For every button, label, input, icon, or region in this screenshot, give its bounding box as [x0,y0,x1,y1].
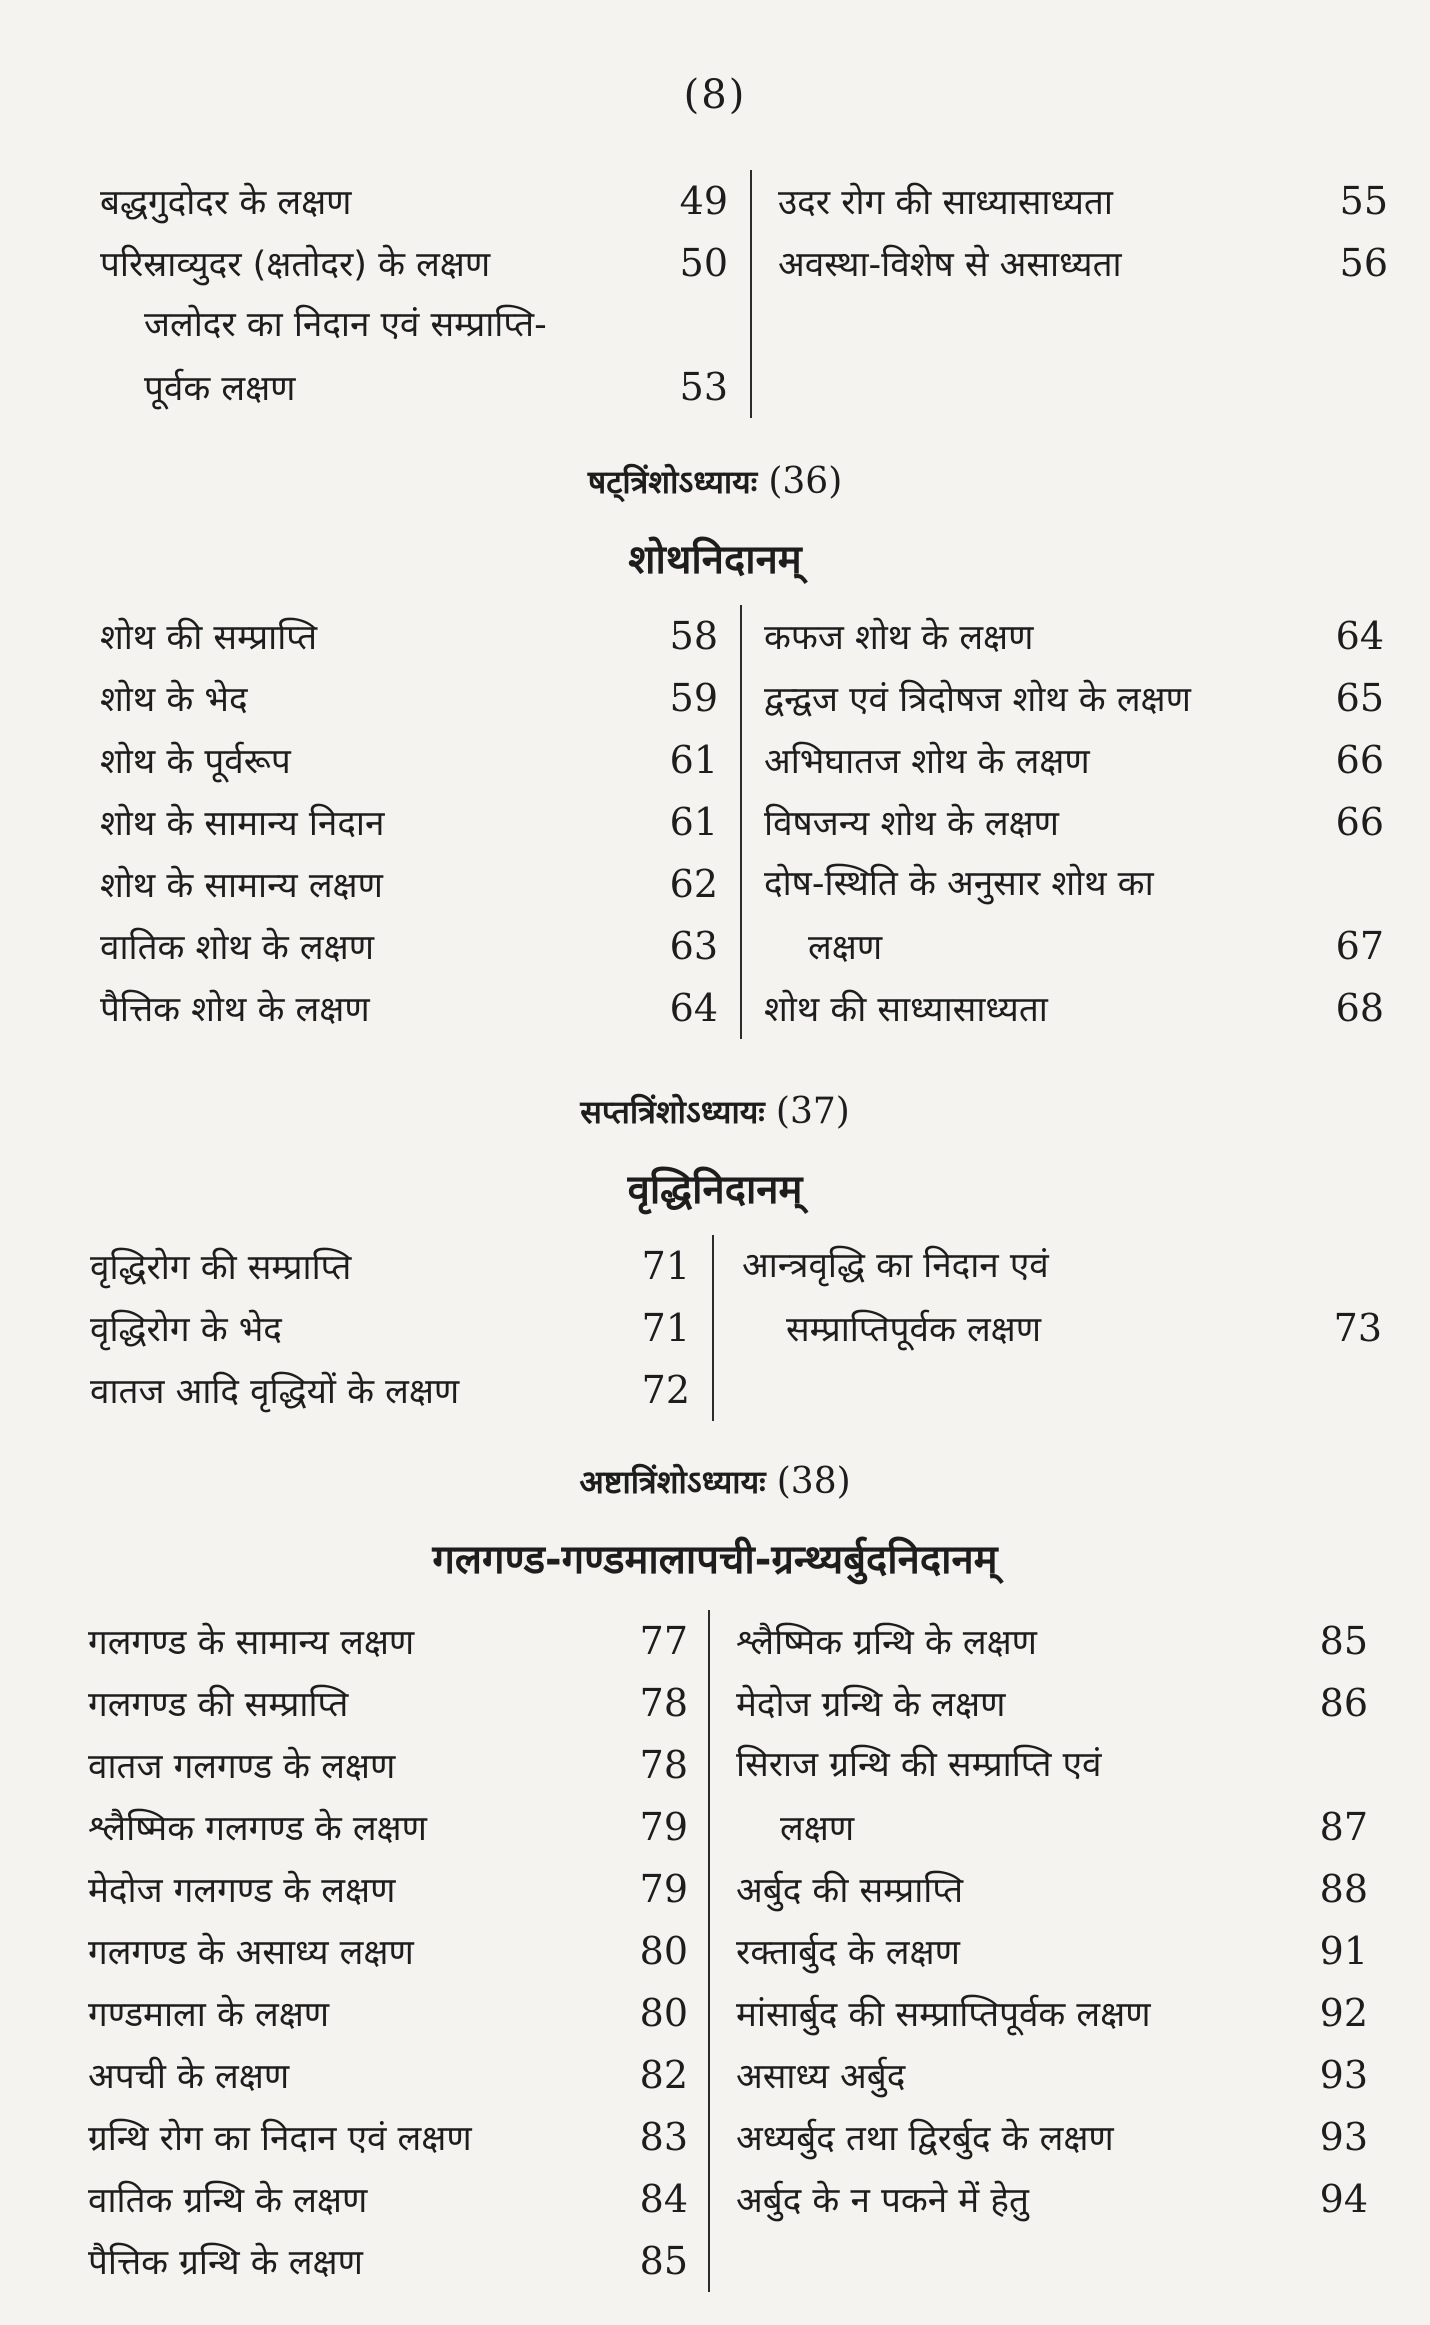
toc-entry [88,1610,688,1672]
toc-right-column [742,605,1384,1039]
toc-entry-title: वृद्धिरोग की सम्प्राप्ति [90,1248,352,1288]
toc-entry-page: 94 [1319,2177,1368,2221]
toc-entry [100,977,718,1039]
toc-left-column [100,605,742,1039]
toc-entry-page: 82 [639,2053,688,2097]
toc-entry [764,605,1384,667]
toc-entry [90,1297,690,1359]
toc-entry [764,977,1384,1039]
toc-entry [736,2168,1368,2230]
page-number: (8) [683,72,747,118]
toc-entry-title: दोष-स्थिति के अनुसार शोथ का [764,864,1154,904]
toc-entry [764,729,1384,791]
toc-entry [764,853,1384,915]
toc-entry-title: परिस्राव्युदर (क्षतोदर) के लक्षण [100,245,491,285]
toc-entry-title: अभिघातज शोथ के लक्षण [764,742,1090,782]
toc-entry-page: 85 [639,2239,688,2283]
toc-entry-title: रक्तार्बुद के लक्षण [736,1933,960,1973]
section-title-galaganda: गलगण्ड-गण्डमालापची-ग्रन्थ्यर्बुदनिदानम् [432,1537,998,1583]
chapter-number: (37) [775,1091,850,1132]
toc-entry-title: वातिक ग्रन्थि के लक्षण [88,2181,368,2221]
toc-entry-page: 62 [669,862,718,906]
toc-entry-title: शोथ के सामान्य लक्षण [100,866,383,906]
toc-entry-title: शोथ के सामान्य निदान [100,804,385,844]
toc-entry-page: 53 [679,365,728,409]
toc-entry [764,915,1384,977]
toc-entry-title: पैत्तिक ग्रन्थि के लक्षण [88,2243,363,2283]
chapter-name: अष्टात्रिंशोऽध्यायः [579,1463,766,1501]
toc-entry-page: 73 [1333,1306,1382,1350]
toc-entry-title: अर्बुद के न पकने में हेतु [736,2181,1029,2221]
toc-entry-title: मेदोज गलगण्ड के लक्षण [88,1871,396,1911]
toc-entry-title: अध्यर्बुद तथा द्विरर्बुद के लक्षण [736,2119,1114,2159]
toc-entry [100,853,718,915]
toc-entry-title: शोथ के भेद [100,680,248,720]
toc-entry-page: 93 [1319,2115,1368,2159]
toc-section-udara [100,170,1388,418]
toc-entry-title: विषजन्य शोथ के लक्षण [764,804,1059,844]
toc-entry [88,1734,688,1796]
toc-entry-page: 85 [1319,1619,1368,1663]
toc-section-galaganda [88,1610,1368,2292]
toc-entry-page: 91 [1319,1929,1368,1973]
toc-entry [88,1858,688,1920]
toc-entry [736,2106,1368,2168]
toc-entry [736,1796,1368,1858]
toc-entry-page: 71 [641,1244,690,1288]
chapter-number: (36) [768,461,843,502]
toc-entry-page: 66 [1335,800,1384,844]
toc-entry-page: 64 [669,986,718,1030]
toc-entry [88,2230,688,2292]
toc-entry-page: 61 [669,738,718,782]
toc-entry-page: 56 [1339,241,1388,285]
toc-entry-page: 78 [639,1743,688,1787]
toc-entry-title: श्लैष्मिक ग्रन्थि के लक्षण [736,1623,1037,1663]
toc-entry-page: 87 [1319,1805,1368,1849]
toc-entry [764,791,1384,853]
toc-entry [742,1297,1382,1359]
section-title-vriddhi: वृद्धिनिदानम् [627,1167,803,1213]
toc-left-column [100,170,752,418]
toc-left-column [90,1235,714,1421]
toc-entry [88,1920,688,1982]
toc-entry-page: 77 [639,1619,688,1663]
toc-entry [736,1982,1368,2044]
toc-entry-page: 50 [679,241,728,285]
chapter-heading-37 [0,1090,1430,1133]
toc-entry-page: 66 [1335,738,1384,782]
toc-entry-title: मेदोज ग्रन्थि के लक्षण [736,1685,1006,1725]
toc-entry-title: गलगण्ड की सम्प्राप्ति [88,1685,349,1725]
toc-entry-title: गण्डमाला के लक्षण [88,1995,330,2035]
toc-entry-title: उदर रोग की साध्यासाध्यता [778,183,1113,223]
toc-entry [100,232,728,294]
toc-entry-title: गलगण्ड के सामान्य लक्षण [88,1623,415,1663]
toc-entry-title: शोथ की सम्प्राप्ति [100,618,318,658]
toc-entry-page: 71 [641,1306,690,1350]
toc-entry [742,1235,1382,1297]
toc-entry-title: पूर्वक लक्षण [144,369,296,409]
toc-entry-page: 63 [669,924,718,968]
toc-entry [88,2044,688,2106]
chapter-heading-38 [0,1460,1430,1503]
toc-entry [736,1858,1368,1920]
toc-entry-title: श्लैष्मिक गलगण्ड के लक्षण [88,1809,427,1849]
toc-entry [88,1982,688,2044]
section-title-shotha: शोथनिदानम् [628,537,802,583]
toc-entry-title: द्वन्द्वज एवं त्रिदोषज शोथ के लक्षण [764,680,1191,720]
toc-entry-title: असाध्य अर्बुद [736,2057,906,2097]
toc-entry-page: 64 [1335,614,1384,658]
toc-entry-page: 61 [669,800,718,844]
toc-entry-title: बद्धगुदोदर के लक्षण [100,183,352,223]
toc-entry-page: 86 [1319,1681,1368,1725]
chapter-heading-36 [0,460,1430,503]
toc-entry-page: 88 [1319,1867,1368,1911]
toc-section-shotha [100,605,1384,1039]
toc-entry-page: 79 [639,1867,688,1911]
toc-entry [90,1235,690,1297]
toc-entry-title: पैत्तिक शोथ के लक्षण [100,990,370,1030]
toc-entry [100,729,718,791]
toc-entry [736,1610,1368,1672]
toc-entry [88,1672,688,1734]
toc-entry-title: अर्बुद की सम्प्राप्ति [736,1871,964,1911]
toc-left-column [88,1610,710,2292]
toc-section-vriddhi [90,1235,1382,1421]
toc-entry-page: 80 [639,1991,688,2035]
toc-entry-page: 78 [639,1681,688,1725]
toc-entry-page: 58 [669,614,718,658]
toc-entry-title: आन्त्रवृद्धि का निदान एवं [742,1246,1049,1286]
toc-entry-title: शोथ के पूर्वरूप [100,742,291,782]
chapter-name: सप्तत्रिंशोऽध्यायः [580,1093,765,1131]
toc-entry [100,605,718,667]
toc-entry [88,2168,688,2230]
toc-entry [100,170,728,232]
toc-entry-title: सिराज ग्रन्थि की सम्प्राप्ति एवं [736,1745,1102,1785]
toc-entry-page: 83 [639,2115,688,2159]
toc-entry-title: ग्रन्थि रोग का निदान एवं लक्षण [88,2119,472,2159]
toc-entry-title: अवस्था-विशेष से असाध्यता [778,245,1122,285]
toc-entry-title: सम्प्राप्तिपूर्वक लक्षण [786,1310,1042,1350]
toc-entry [778,232,1388,294]
toc-entry-title: लक्षण [780,1809,855,1849]
toc-entry-page: 93 [1319,2053,1368,2097]
toc-entry-page: 84 [639,2177,688,2221]
toc-entry-title: अपची के लक्षण [88,2057,290,2097]
toc-entry-page: 67 [1335,924,1384,968]
toc-entry-page: 55 [1339,179,1388,223]
toc-entry-page: 59 [669,676,718,720]
chapter-name: षट्त्रिंशोऽध्यायः [587,463,758,501]
toc-entry-title: शोथ की साध्यासाध्यता [764,990,1048,1030]
toc-entry [90,1359,690,1421]
toc-entry [100,667,718,729]
toc-entry [100,791,718,853]
toc-right-column [710,1610,1368,2292]
toc-entry [100,356,728,418]
toc-entry-title: कफज शोथ के लक्षण [764,618,1034,658]
toc-entry [736,2044,1368,2106]
toc-entry-page: 65 [1335,676,1384,720]
toc-entry-title: लक्षण [808,928,883,968]
toc-entry-page: 80 [639,1929,688,1973]
toc-entry [100,294,728,356]
toc-entry [100,915,718,977]
toc-right-column [752,170,1388,418]
toc-entry [736,1920,1368,1982]
toc-entry-title: मांसार्बुद की सम्प्राप्तिपूर्वक लक्षण [736,1995,1151,2035]
toc-entry-title: वातज गलगण्ड के लक्षण [88,1747,396,1787]
toc-entry [778,170,1388,232]
toc-entry-title: वातिक शोथ के लक्षण [100,928,375,968]
toc-entry [88,1796,688,1858]
toc-entry-title: जलोदर का निदान एवं सम्प्राप्ति- [144,305,547,345]
chapter-number: (38) [776,1461,851,1502]
toc-entry-title: वातज आदि वृद्धियों के लक्षण [90,1372,460,1412]
toc-right-column [714,1235,1382,1421]
toc-entry-page: 68 [1335,986,1384,1030]
toc-entry-title: वृद्धिरोग के भेद [90,1310,282,1350]
toc-entry-page: 92 [1319,1991,1368,2035]
toc-entry [764,667,1384,729]
toc-entry [88,2106,688,2168]
toc-entry-title: गलगण्ड के असाध्य लक्षण [88,1933,414,1973]
toc-entry [736,1672,1368,1734]
toc-entry-page: 49 [679,179,728,223]
toc-entry-page: 79 [639,1805,688,1849]
toc-entry [736,1734,1368,1796]
toc-entry-page: 72 [641,1368,690,1412]
